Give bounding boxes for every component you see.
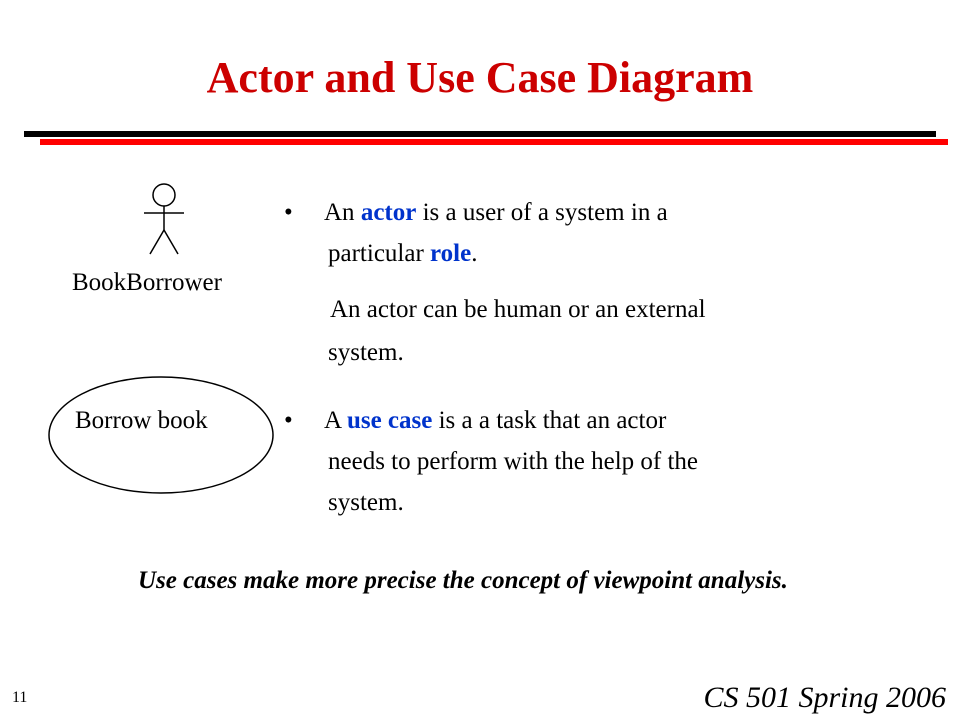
bullet-actor-mid: is a user of a system in a bbox=[416, 199, 668, 226]
stick-figure-icon bbox=[136, 182, 192, 256]
title-rule-black bbox=[24, 131, 936, 137]
bullet-actor-pre: An bbox=[324, 199, 361, 226]
course-footer: CS 501 Spring 2006 bbox=[703, 681, 946, 714]
use-case-label: Borrow book bbox=[75, 407, 208, 434]
bullet-use-case-post: is a a task that an actor bbox=[432, 407, 667, 434]
page-number: 11 bbox=[12, 689, 28, 706]
bullet-use-case-line3: system. bbox=[328, 489, 404, 516]
bullet-actor-line2-pre: particular bbox=[328, 240, 431, 267]
bullet-actor-line1 bbox=[284, 192, 668, 233]
bullet-marker: • bbox=[284, 407, 293, 434]
actor-note-line1: An actor can be human or an external bbox=[330, 296, 706, 323]
bullet-use-case-pre: A bbox=[324, 407, 347, 434]
keyword-use-case: use case bbox=[346, 407, 433, 434]
summary-note: Use cases make more precise the concept of viewpoint analysis. bbox=[138, 567, 788, 594]
bullet-actor-line2-post: . bbox=[471, 240, 478, 267]
bullet-marker: • bbox=[284, 199, 293, 226]
keyword-actor: actor bbox=[360, 199, 417, 226]
title-rule-red bbox=[40, 139, 948, 145]
actor-note-line2: system. bbox=[328, 339, 404, 366]
bullet-actor-line2 bbox=[328, 233, 477, 274]
slide-title: Actor and Use Case Diagram bbox=[206, 53, 754, 102]
actor-label: BookBorrower bbox=[72, 269, 222, 296]
bullet-use-case-line1 bbox=[284, 400, 666, 441]
bullet-use-case-line2: needs to perform with the help of the bbox=[328, 448, 699, 475]
keyword-role: role bbox=[430, 240, 472, 267]
